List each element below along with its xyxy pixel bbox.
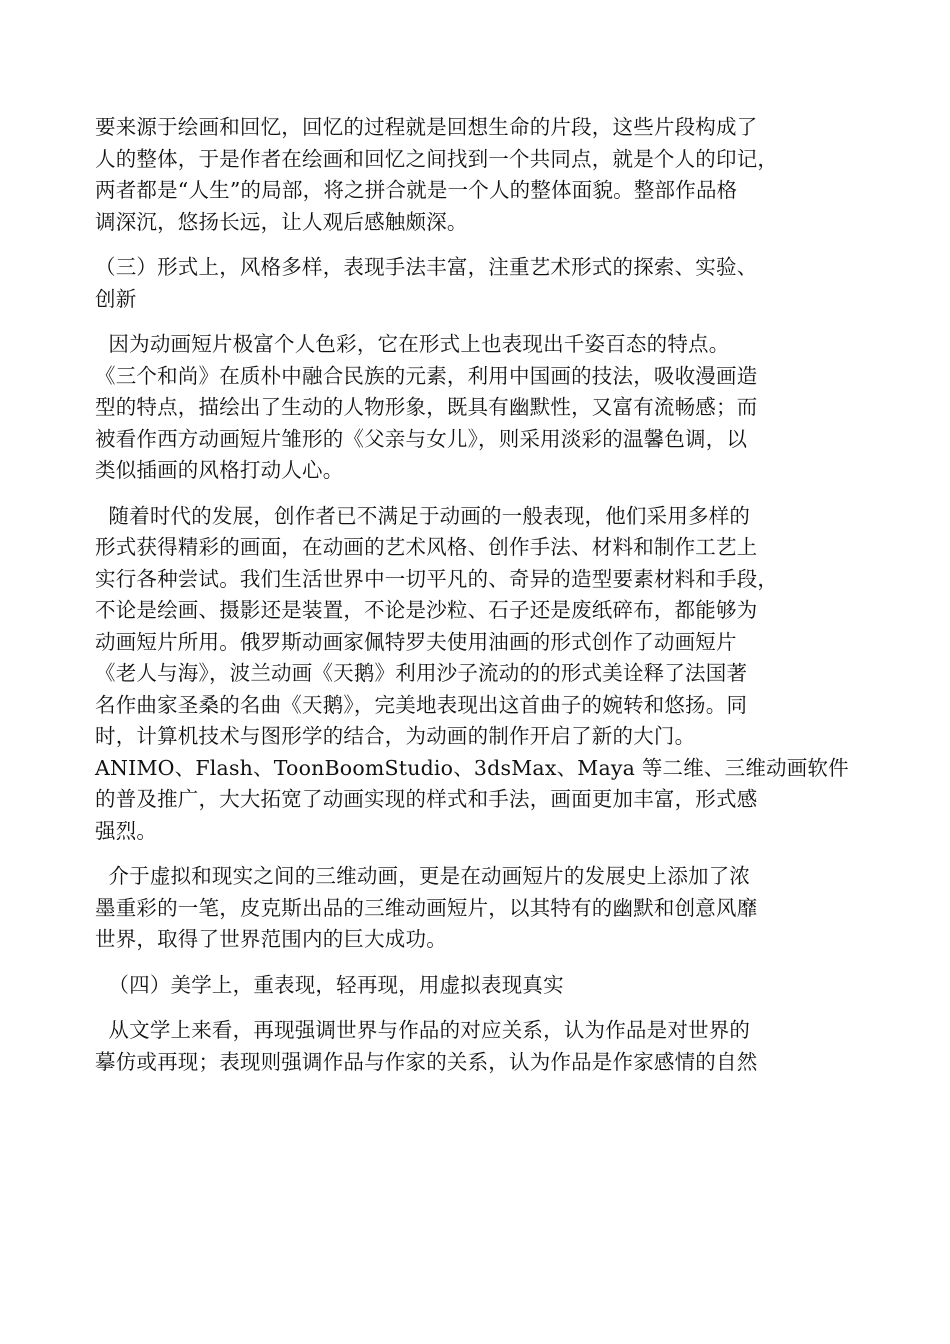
text-line: 的普及推广，大大拓宽了动画实现的样式和手法，画面更加丰富，形式感: [95, 787, 758, 811]
paragraph-aesthetics: [95, 1015, 865, 1078]
text-line: 型的特点，描绘出了生动的人物形象，既具有幽默性，又富有流畅感；而: [95, 395, 758, 419]
text-line: 要来源于绘画和回忆，回忆的过程就是回想生命的片段，这些片段构成了: [95, 115, 758, 139]
document-page: [95, 112, 865, 1078]
text-line: 《老人与海》，波兰动画《天鹅》利用沙子流动的的形式美诠释了法国著: [95, 661, 748, 685]
text-line: 随着时代的发展，创作者已不满足于动画的一般表现，他们采用多样的: [95, 503, 751, 528]
text-line: 世界，取得了世界范围内的巨大成功。: [95, 927, 447, 951]
text-line: 因为动画短片极富个人色彩，它在形式上也表现出千姿百态的特点。: [95, 332, 730, 356]
text-line: 时，计算机技术与图形学的结合，为动画的制作开启了新的大门。: [95, 724, 696, 748]
section-heading-4: [95, 970, 865, 1002]
text-line: 类似插画的风格打动人心。: [95, 458, 344, 482]
text-line: （四）美学上，重表现，轻再现，用虚拟表现真实: [95, 972, 564, 997]
text-line: 两者都是“人生”的局部，将之拼合就是一个人的整体面貌。整部作品格: [95, 178, 738, 202]
text-line: 实行各种尝试。我们生活世界中一切平凡的、奇异的造型要素材料和手段，: [95, 566, 779, 591]
section-heading-3: [95, 252, 865, 315]
text-line: 从文学上来看，再现强调世界与作品的对应关系，认为作品是对世界的: [95, 1018, 751, 1042]
text-line: （三）形式上，风格多样，表现手法丰富，注重艺术形式的探索、实验、: [95, 255, 758, 279]
text-line: 被看作西方动画短片雏形的《父亲与女儿》，则采用淡彩的温馨色调，以: [95, 426, 748, 451]
paragraph-memory-painting: [95, 112, 865, 238]
text-line: 介于虚拟和现实之间的三维动画，更是在动画短片的发展史上添加了浓: [95, 864, 751, 888]
text-line: 摹仿或再现；表现则强调作品与作家的关系，认为作品是作家感情的自然: [95, 1049, 758, 1074]
text-line: 不论是绘画、摄影还是装置，不论是沙粒、石子还是废纸碎布，都能够为: [95, 598, 758, 622]
paragraph-personal-style: [95, 329, 865, 487]
text-line: 创新: [95, 286, 137, 311]
text-line: 调深沉，悠扬长远，让人观后感触颇深。: [95, 209, 468, 234]
text-line: 墨重彩的一笔，皮克斯出品的三维动画短片，以其特有的幽默和创意风靡: [95, 895, 758, 920]
text-line: 人的整体，于是作者在绘画和回忆之间找到一个共同点，就是个人的印记，: [95, 146, 779, 171]
text-line: 强烈。: [95, 818, 158, 843]
paragraph-diverse-forms: [95, 501, 865, 848]
text-line: ANIMO、Flash、ToonBoomStudio、3dsMax、Maya 等二维、三维动画软件: [95, 755, 849, 780]
text-line: 动画短片所用。俄罗斯动画家佩特罗夫使用油画的形式创作了动画短片: [95, 629, 737, 654]
text-line: 名作曲家圣桑的名曲《天鹅》，完美地表现出这首曲子的婉转和悠扬。同: [95, 692, 748, 717]
text-line: 形式获得精彩的画面，在动画的艺术风格、创作手法、材料和制作工艺上: [95, 535, 758, 559]
text-line: 《三个和尚》在质朴中融合民族的元素，利用中国画的技法，吸收漫画造: [95, 363, 758, 388]
paragraph-3d-animation: [95, 861, 865, 956]
